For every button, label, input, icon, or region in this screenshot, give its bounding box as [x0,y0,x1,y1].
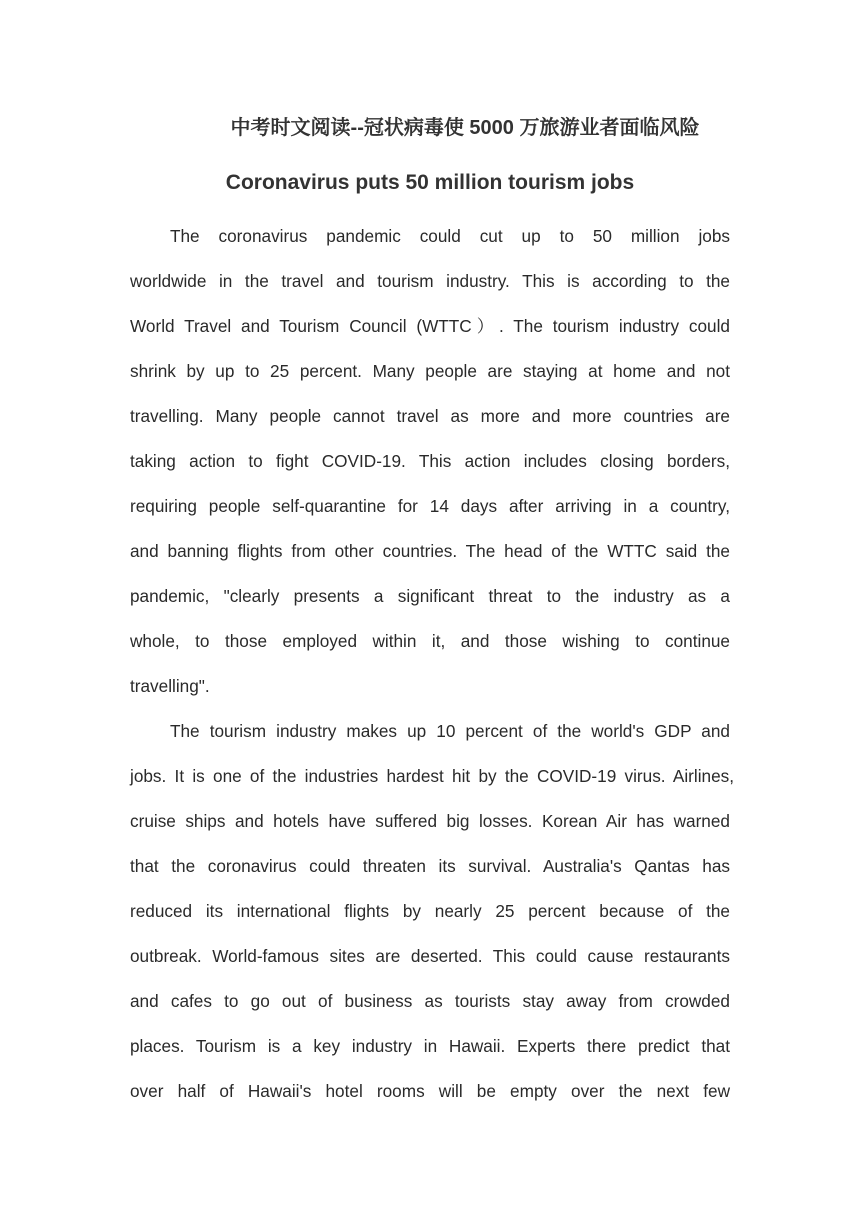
text-line: taking action to fight COVID-19. This action includes closing borders, [130,451,730,471]
text-line: and banning flights from other countries. The head of the WTTC said the [130,541,730,561]
text-line: The coronavirus pandemic could cut up to 50 million jobs [170,226,730,246]
article-body [130,214,734,1114]
text-line: places. Tourism is a key industry in Hawaii. Experts there predict that [130,1036,730,1056]
paragraph-1 [130,214,730,709]
text-line: shrink by up to 25 percent. Many people are staying at home and not [130,361,730,381]
text-line: requiring people self-quarantine for 14 days after arriving in a country, [130,496,730,516]
english-title: Coronavirus puts 50 million tourism jobs [225,171,635,194]
text-line: whole, to those employed within it, and those wishing to continue [130,631,730,651]
text-line: reduced its international flights by nearly 25 percent because of the [130,901,730,921]
text-line: The tourism industry makes up 10 percent of the world's GDP and [170,721,730,741]
text-line: cruise ships and hotels have suffered big losses. Korean Air has warned [130,811,730,831]
text-line: outbreak. World-famous sites are deserted. This could cause restaurants [130,946,730,966]
text-line: over half of Hawaii's hotel rooms will be empty over the next few [130,1081,730,1101]
text-line: pandemic, "clearly presents a significant threat to the industry as a [130,586,730,606]
text-line: that the coronavirus could threaten its survival. Australia's Qantas has [130,856,730,876]
paragraph-2 [130,709,734,1114]
text-line: jobs. It is one of the industries hardest hit by the COVID-19 virus. Airlines, [130,766,734,786]
text-line: travelling. Many people cannot travel as more and more countries are [130,406,730,426]
chinese-title: 中考时文阅读--冠状病毒使 5000 万旅游业者面临风险 [230,117,700,139]
text-line: travelling". [130,676,210,696]
text-line: worldwide in the travel and tourism industry. This is according to the [130,271,730,291]
text-line: World Travel and Tourism Council (WTTC）. The tourism industry could [130,316,730,336]
text-line: and cafes to go out of business as tourists stay away from crowded [130,991,730,1011]
